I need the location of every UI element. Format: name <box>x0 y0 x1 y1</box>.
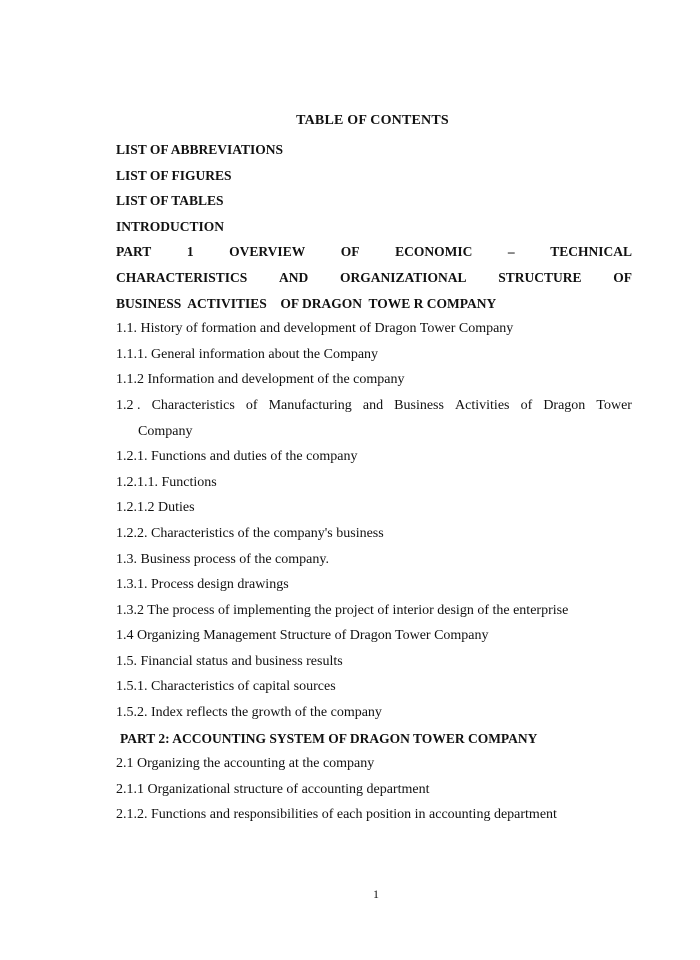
toc-entry-1-1-1[interactable]: 1.1.1. General information about the Company <box>116 346 379 362</box>
word: OVERVIEW <box>229 244 306 260</box>
toc-part2-heading[interactable]: PART 2: ACCOUNTING SYSTEM OF DRAGON TOWER COMPANY <box>120 730 538 746</box>
table-of-contents <box>116 137 632 828</box>
toc-entry-1-2-1-2[interactable]: 1.2.1.2 Duties <box>116 500 195 516</box>
toc-entry-2-1[interactable]: 2.1 Organizing the accounting at the company <box>116 756 375 772</box>
toc-entry-2-1-1[interactable]: 2.1.1 Organizational structure of accounting department <box>116 781 430 797</box>
word: 1.2 . <box>116 397 141 413</box>
toc-entry-1-1[interactable]: 1.1. History of formation and development of Dragon Tower Company <box>116 321 514 337</box>
toc-entry-abbreviations[interactable]: LIST OF ABBREVIATIONS <box>116 142 284 157</box>
toc-entry-tables[interactable]: LIST OF TABLES <box>116 193 224 209</box>
word: STRUCTURE <box>498 269 582 285</box>
toc-entry-1-2-1[interactable]: 1.2.1. Functions and duties of the company <box>116 449 358 465</box>
toc-entry-1-5-2[interactable]: 1.5.2. Index reflects the growth of the company <box>116 705 382 721</box>
word: Business <box>394 397 444 413</box>
toc-entry-1-2-continued[interactable]: Company <box>138 423 193 439</box>
word: – <box>507 244 515 260</box>
toc-part1-heading-line1[interactable] <box>116 239 632 265</box>
toc-part1-heading-line2[interactable] <box>116 265 632 291</box>
word: PART <box>116 244 152 260</box>
toc-entry-1-3-2[interactable]: 1.3.2 The process of implementing the project of interior design of the enterprise <box>116 602 569 618</box>
word: Manufacturing <box>268 397 352 413</box>
toc-entry-1-2-1-1[interactable]: 1.2.1.1. Functions <box>116 474 217 490</box>
toc-entry-figures[interactable]: LIST OF FIGURES <box>116 167 232 183</box>
word: Tower <box>596 397 632 413</box>
toc-entry-introduction[interactable]: INTRODUCTION <box>116 218 225 234</box>
word: of <box>245 397 258 413</box>
toc-entry-1-2-2[interactable]: 1.2.2. Characteristics of the company's business <box>116 525 384 541</box>
toc-entry-1-3[interactable]: 1.3. Business process of the company. <box>116 551 329 567</box>
toc-entry-2-1-2[interactable]: 2.1.2. Functions and responsibilities of each position in accounting department <box>116 807 557 823</box>
word: TECHNICAL <box>550 244 632 260</box>
toc-entry-1-5[interactable]: 1.5. Financial status and business results <box>116 653 343 669</box>
toc-part1-heading-line3[interactable]: BUSINESS ACTIVITIES OF DRAGON TOWE R COMPANY <box>116 295 497 311</box>
word: Characteristics <box>151 397 235 413</box>
word: CHARACTERISTICS <box>116 269 248 285</box>
toc-entry-1-3-1[interactable]: 1.3.1. Process design drawings <box>116 577 289 593</box>
word: Activities <box>455 397 510 413</box>
word: and <box>362 397 384 413</box>
word: 1 <box>186 244 194 260</box>
word: of <box>520 397 533 413</box>
word: OF <box>613 269 632 285</box>
word: AND <box>279 269 309 285</box>
word: Dragon <box>543 397 586 413</box>
page-number: 1 <box>373 887 379 901</box>
word: ECONOMIC <box>395 244 473 260</box>
toc-entry-1-2[interactable] <box>116 393 632 419</box>
word: ORGANIZATIONAL <box>339 269 467 285</box>
word: OF <box>340 244 360 260</box>
toc-entry-1-4[interactable]: 1.4 Organizing Management Structure of Dragon Tower Company <box>116 628 489 644</box>
toc-entry-1-5-1[interactable]: 1.5.1. Characteristics of capital sources <box>116 679 336 695</box>
page-title: TABLE OF CONTENTS <box>296 113 449 128</box>
toc-entry-1-1-2[interactable]: 1.1.2 Information and development of the company <box>116 372 405 388</box>
